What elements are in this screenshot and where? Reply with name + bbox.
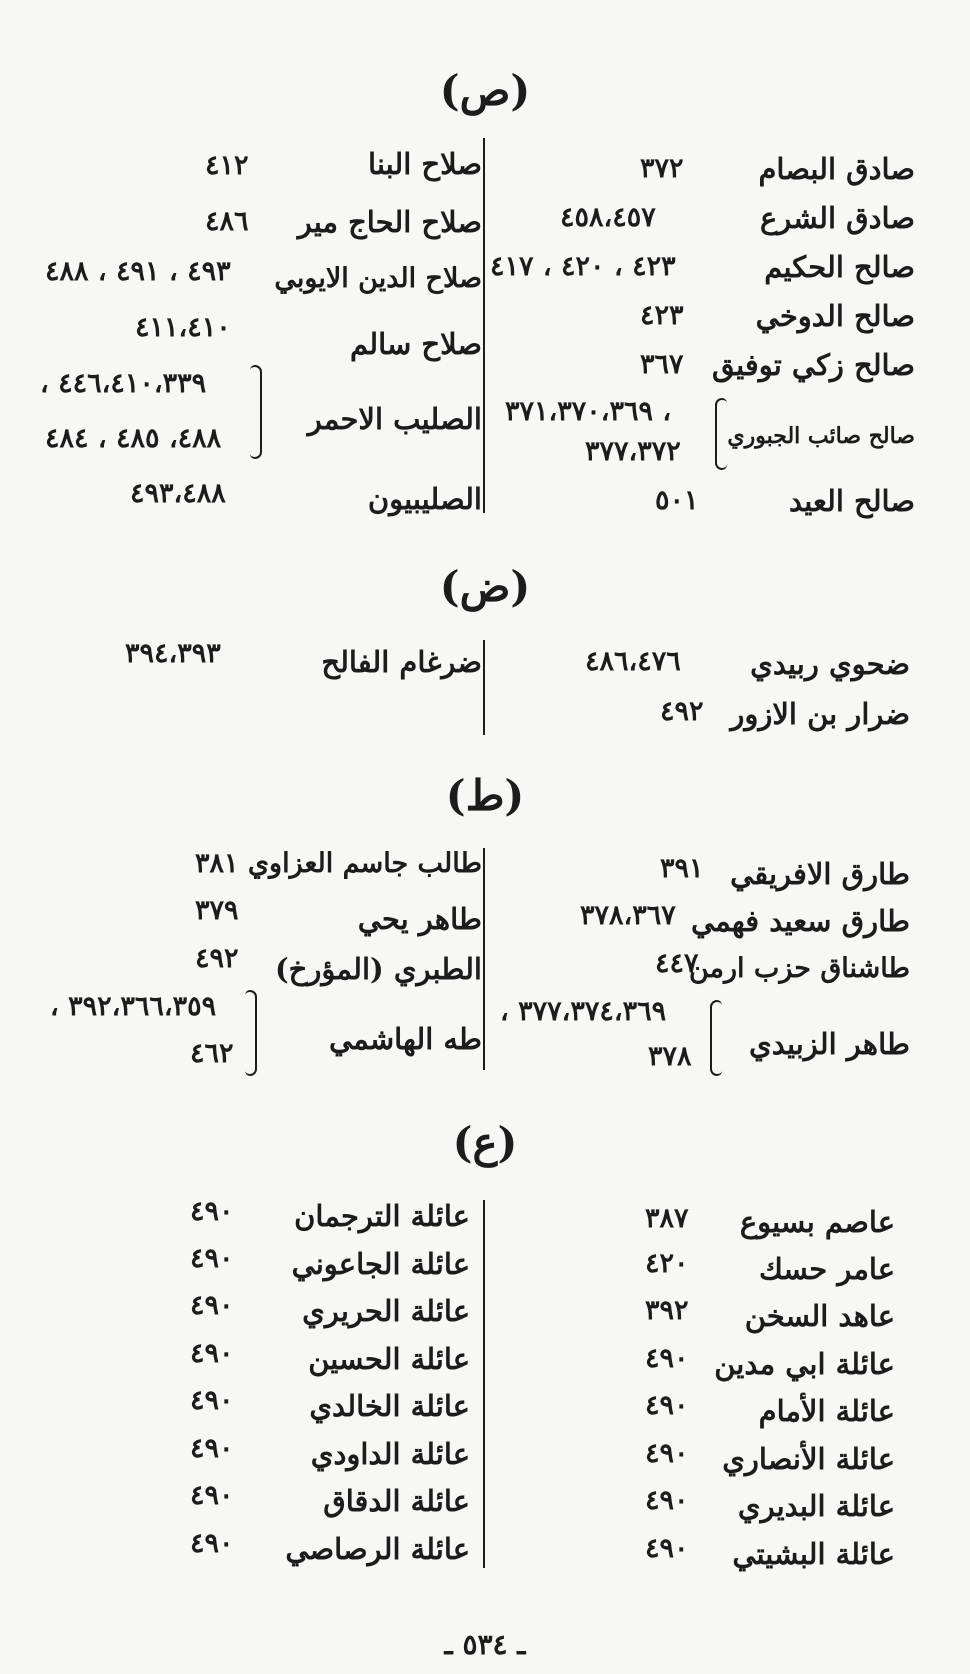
index-entry-pages: ٥٠١ xyxy=(655,485,699,516)
index-entry-name: طالب جاسم العزاوي xyxy=(247,848,482,879)
index-entry-name: صلاح الحاج مير xyxy=(297,205,482,239)
section-title-ain: (ع) xyxy=(452,1118,518,1167)
index-entry-pages: ٤٩٠ xyxy=(645,1438,689,1469)
index-entry-name: ضرار بن الازور xyxy=(730,697,910,731)
index-entry-pages: ٤٩٠ xyxy=(190,1290,234,1321)
section-title-sad: (ص) xyxy=(439,66,531,115)
index-entry-pages: ٤٨٦ xyxy=(205,206,249,237)
index-entry-pages: ٣٧٩ xyxy=(195,895,239,926)
index-entry-pages: ٤٩٠ xyxy=(645,1390,689,1421)
index-entry-name: عائلة البديري xyxy=(737,1489,895,1523)
column-divider xyxy=(483,1200,485,1568)
index-entry-name: عامر حسك xyxy=(758,1252,895,1286)
brace-mark xyxy=(710,1000,722,1076)
section-title-dad: (ض) xyxy=(439,562,531,611)
index-entry-pages: ٤١١،٤١٠ xyxy=(135,312,231,343)
brace-mark xyxy=(250,365,262,459)
index-entry-name: ضحوي ربيدي xyxy=(750,647,910,681)
index-entry-name: عائلة الداودي xyxy=(310,1437,470,1471)
index-entry-name: عائلة الأمام xyxy=(758,1394,895,1428)
index-entry-pages: ٤٢٠ xyxy=(645,1248,689,1279)
index-entry-pages: ٣٦٧ xyxy=(640,349,684,380)
index-entry-pages: ٤٢٣ xyxy=(640,300,684,331)
brace-mark xyxy=(715,398,727,470)
index-entry-name: طارق الافريقي xyxy=(730,857,910,891)
index-entry-name: طاشناق حزب ارمن xyxy=(688,953,910,984)
index-entry-pages: ٤٩٣،٤٨٨ xyxy=(130,478,226,509)
index-entry-pages: ٣٧٢ xyxy=(640,153,684,184)
index-entry-name: صلاح البنا xyxy=(368,147,482,181)
index-entry-pages: ٤٦٢ xyxy=(190,1038,234,1069)
index-entry-pages: ٣٩٢ xyxy=(645,1295,689,1326)
index-entry-name: طارق سعيد فهمي xyxy=(690,904,910,938)
index-entry-pages: ٣٧٧،٣٧٢ xyxy=(585,436,681,467)
index-entry-pages: ٤٨٨، ٤٨٥ ، ٤٨٤ xyxy=(45,423,222,454)
index-entry-pages: ٣٨١ xyxy=(195,848,239,879)
index-entry-name: صالح زكي توفيق xyxy=(711,348,915,382)
index-entry-name: ضرغام الفالح xyxy=(321,645,482,679)
index-entry-pages: ٤٩٠ xyxy=(645,1343,689,1374)
index-entry-pages: ٤٩٠ xyxy=(190,1338,234,1369)
index-entry-name: الصليبيون xyxy=(367,482,482,516)
index-entry-pages: ٣٧٨ xyxy=(648,1041,692,1072)
index-entry-name: صالح العيد xyxy=(789,484,915,518)
index-entry-pages: ٤٩٠ xyxy=(190,1243,234,1274)
index-entry-pages: ٤١٢ xyxy=(205,150,249,181)
index-entry-name: عائلة الترجمان xyxy=(294,1199,470,1233)
brace-mark xyxy=(245,990,257,1076)
index-entry-name: عاهد السخن xyxy=(744,1299,895,1333)
index-entry-pages: ٣٩٤،٣٩٣ xyxy=(125,638,221,669)
index-entry-name: صالح الدوخي xyxy=(755,299,915,333)
index-entry-pages: ٤٩٠ xyxy=(190,1528,234,1559)
column-divider xyxy=(483,138,485,513)
index-entry-name: صالح الحكيم xyxy=(764,250,915,284)
index-entry-name: عائلة البشيتي xyxy=(732,1537,895,1571)
index-entry-name: صلاح سالم xyxy=(349,327,482,361)
index-entry-pages: ٤٩٠ xyxy=(645,1533,689,1564)
index-entry-pages: ٤٢٣ ، ٤٢٠ ، ٤١٧ xyxy=(490,251,676,282)
index-entry-name: عائلة ابي مدين xyxy=(714,1347,895,1381)
index-entry-pages: ٤٩٠ xyxy=(190,1480,234,1511)
index-entry-pages: ٤٩٢ xyxy=(660,696,704,727)
index-entry-name: عائلة الحريري xyxy=(302,1294,470,1328)
index-entry-pages: ٤٩٠ xyxy=(190,1385,234,1416)
index-entry-pages: ، ٣٩٢،٣٦٦،٣٥٩ xyxy=(50,991,217,1022)
index-entry-pages: ، ٤٤٦،٤١٠،٣٣٩ xyxy=(40,368,207,399)
index-entry-pages: ٤٩٠ xyxy=(645,1485,689,1516)
index-entry-pages: ٤٩٠ xyxy=(190,1196,234,1227)
index-entry-name: عائلة الرصاصي xyxy=(285,1532,470,1566)
index-entry-pages: ٣٧١،٣٧٠،٣٦٩ ، xyxy=(505,396,672,427)
index-entry-name: عاصم بسيوع xyxy=(739,1205,895,1239)
index-entry-pages: ٤٥٨،٤٥٧ xyxy=(560,202,656,233)
index-entry-pages: ٤٩٣ ، ٤٩١ ، ٤٨٨ xyxy=(45,256,231,287)
index-entry-name: طاهر الزبيدي xyxy=(749,1027,910,1061)
index-entry-name: صادق الشرع xyxy=(759,201,915,235)
index-entry-name: الطبري (المؤرخ) xyxy=(274,952,482,986)
page-number: ـ ٥٣٤ ـ xyxy=(444,1628,526,1661)
index-entry-pages: ٤٩٠ xyxy=(190,1433,234,1464)
index-entry-pages: ٤٩٢ xyxy=(195,943,239,974)
index-entry-name: صلاح الدين الايوبي xyxy=(274,263,482,294)
column-divider xyxy=(483,848,485,1070)
index-entry-pages: ، ٣٧٧،٣٧٤،٣٦٩ xyxy=(500,996,667,1027)
index-entry-pages: ٤٤٧ xyxy=(655,948,699,979)
index-entry-name: صادق البصام xyxy=(758,152,915,186)
index-entry-name: صالح صائب الجبوري xyxy=(727,423,915,449)
index-entry-name: عائلة الأنصاري xyxy=(722,1442,895,1476)
index-entry-name: عائلة الجاعوني xyxy=(291,1247,470,1281)
index-entry-name: عائلة الخالدي xyxy=(309,1389,470,1423)
index-entry-pages: ٤٨٦،٤٧٦ xyxy=(585,646,681,677)
index-entry-pages: ٣٧٨،٣٦٧ xyxy=(580,900,676,931)
section-title-ta: (ط) xyxy=(445,771,525,820)
index-entry-name: طاهر يحي xyxy=(357,902,482,936)
index-entry-name: طه الهاشمي xyxy=(328,1022,482,1056)
index-entry-name: عائلة الدقاق xyxy=(323,1484,470,1518)
column-divider xyxy=(483,640,485,735)
index-entry-pages: ٣٩١ xyxy=(660,853,704,884)
index-entry-name: عائلة الحسين xyxy=(308,1342,470,1376)
index-entry-name: الصليب الاحمر xyxy=(307,402,482,436)
index-entry-pages: ٣٨٧ xyxy=(645,1203,689,1234)
